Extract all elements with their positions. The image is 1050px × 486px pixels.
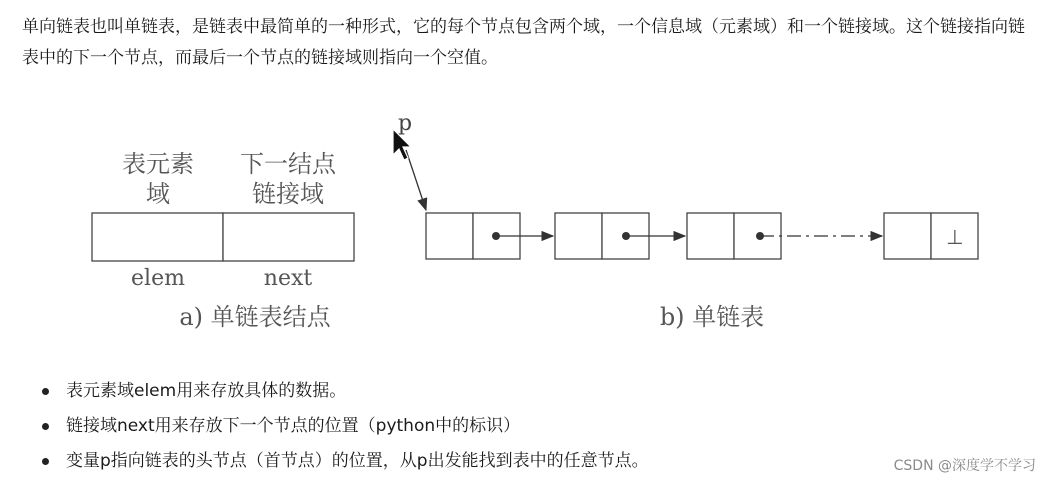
mouse-cursor-icon (392, 128, 414, 162)
elem-domain-label-1: 表元素 (122, 150, 194, 178)
bullet-item: 链接域next用来存放下一个节点的位置（python中的标识） (42, 409, 649, 444)
link-domain-label-2: 链接域 (252, 180, 324, 208)
bullet-item: 表元素域elem用来存放具体的数据。 (42, 374, 649, 409)
node2-elem (555, 213, 602, 259)
bullet-item: 变量p指向链表的头节点（首节点）的位置，从p出发能找到表中的任意节点。 (42, 444, 649, 479)
caption-a: a) 单链表结点 (179, 303, 331, 331)
caption-b: b) 单链表 (659, 303, 765, 331)
watermark: CSDN @深度学不学习 (893, 458, 1036, 474)
null-symbol: ⊥ (946, 225, 964, 249)
next-label: next (263, 266, 313, 291)
elem-label: elem (131, 266, 185, 291)
linked-list-figure (0, 110, 1050, 350)
linked-list-diagram (0, 110, 1050, 350)
intro-paragraph: 单向链表也叫单链表，是链表中最简单的一种形式，它的每个节点包含两个域，一个信息域（元素域）和一个链接域。这个链接指向链表中的下一个节点，而最后一个节点的链接域则指向一个空值。 (22, 17, 1025, 68)
pointer-p-label: p (398, 111, 413, 136)
node1-elem (426, 213, 473, 259)
node3-elem (687, 213, 734, 259)
next-field-box (223, 213, 354, 261)
elem-field-box (92, 213, 223, 261)
elem-domain-label-2: 域 (146, 180, 170, 208)
last-node-elem (884, 213, 931, 259)
bullet-list (42, 374, 649, 479)
link-domain-label-1: 下一结点 (240, 150, 336, 178)
